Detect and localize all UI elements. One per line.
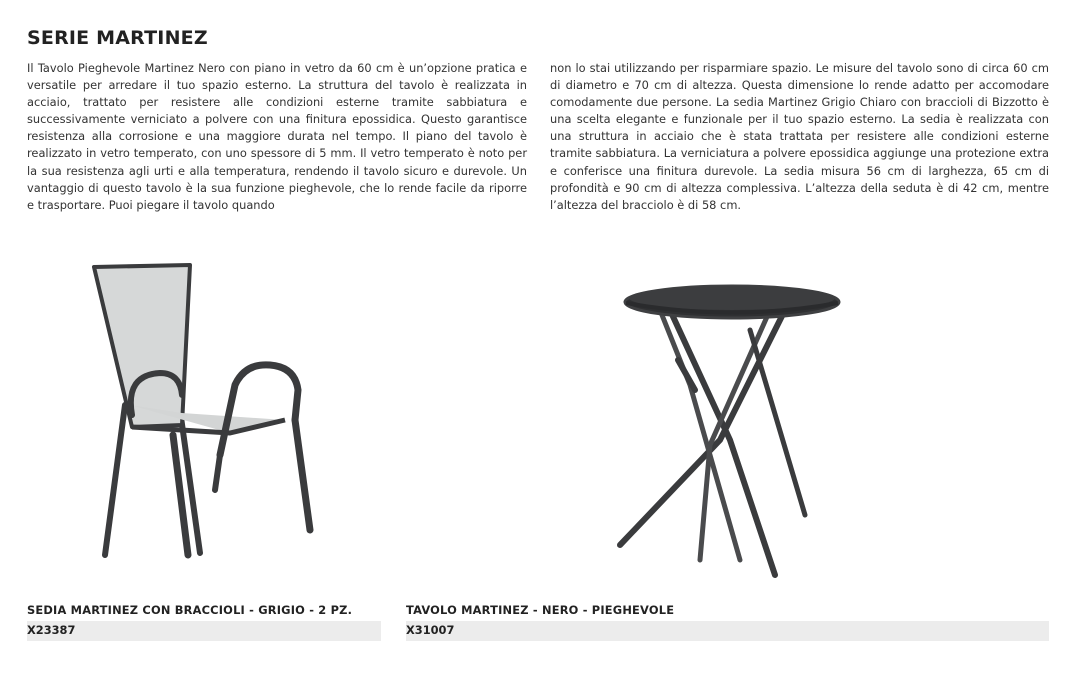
description-column-right: non lo stai utilizzando per risparmiare spazio. Le misure del tavolo sono di circa 60 cm di diametro e 70 cm di altezza. Questa dimensione lo rende adatto per accomodare comodamente due persone. La sedia Martinez Grigio Chiaro con braccioli di Bizzotto è una scelta elegante e funzionale per il tuo spazio esterno. La sedia è realizzata con una struttura in acciaio che è stata trattata per resistere alle condizioni esterne tramite sabbiatura. La verniciatura a polvere epossidica aggiunge una protezione extra e conferisce una finitura durevole. La sedia misura 56 cm di larghezza, 65 cm di profondità e 90 cm di altezza complessiva. L’altezza della seduta è di 42 cm, mentre l’altezza del bracciolo è di 58 cm. <box>550 61 1049 212</box>
description-column-left: Il Tavolo Pieghevole Martinez Nero con piano in vetro da 60 cm è un’opzione pratica e versatile per arredare il tuo spazio esterno. La struttura del tavolo è realizzata in acciaio, trattato per resistere alle condizioni esterne tramite sabbiatura e successivamente verniciato a polvere con una finitura epossidica. Questo garantisce resistenza alla corrosione e una maggiore durata nel tempo. Il piano del tavolo è realizzato in vetro temperato, con uno spessore di 5 mm. Il vetro temperato è noto per la sua resistenza agli urti e alla temperatura, rendendo il tavolo sicuro e durevole. Un vantaggio di questo tavolo è la sua funzione pieghevole, che lo rende facile da riporre e trasportare. Puoi piegare il tavolo quando <box>27 61 527 212</box>
armchair-icon <box>70 255 340 575</box>
page-title: SERIE MARTINEZ <box>27 27 208 49</box>
product-name-chair: SEDIA MARTINEZ CON BRACCIOLI - GRIGIO - 2 PZ. <box>27 603 353 617</box>
folding-table-icon <box>600 270 860 590</box>
product-name-table: TAVOLO MARTINEZ - NERO - PIEGHEVOLE <box>406 603 675 617</box>
product-code-bar-chair <box>27 621 381 641</box>
product-code-table: X31007 <box>406 623 455 637</box>
product-code-bar-table <box>406 621 1049 641</box>
product-code-chair: X23387 <box>27 623 76 637</box>
